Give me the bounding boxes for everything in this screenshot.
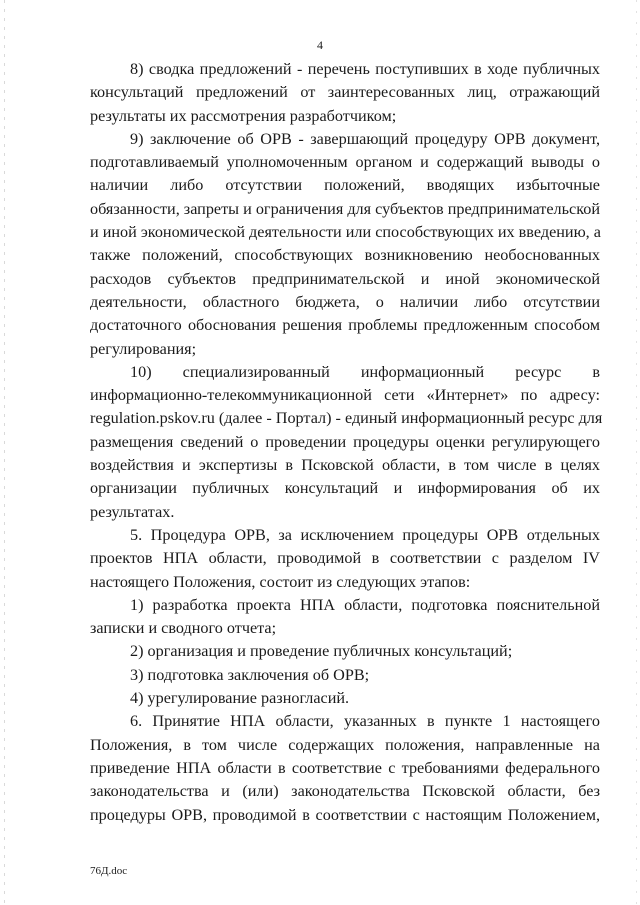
text-line: также положений, способствующих возникновению необоснованных [90, 246, 600, 265]
text-line: организации публичных консультаций и информирования об их [90, 479, 600, 498]
footer-filename: 76Д.doc [90, 865, 128, 877]
text-line: 8) сводка предложений - перечень поступивших в ходе публичных [130, 60, 600, 78]
text-line: консультаций предложений от заинтересованных лиц, отражающий [90, 83, 600, 102]
text-line: наличии либо отсутствии положений, вводящих избыточные [90, 176, 600, 195]
text-line: 9) заключение об ОРВ - завершающий процедуру ОРВ документ, [130, 129, 600, 148]
text-line: регулирования; [90, 339, 197, 358]
text-line: процедуры ОРВ, проводимой в соответствии с настоящим Положением, [90, 805, 600, 824]
text-line: 3) подготовка заключения об ОРВ; [130, 665, 370, 684]
text-line: размещения сведений о проведении процедуры оценки регулирующего [90, 432, 600, 451]
scan-edge-right [636, 0, 637, 905]
text-line: деятельности, областного бюджета, о наличии либо отсутствии [90, 292, 600, 311]
text-line: проектов НПА области, проводимой в соответствии с разделом IV [90, 549, 600, 568]
document-body [90, 58, 603, 827]
text-line: результаты их рассмотрения разработчиком; [90, 106, 397, 125]
text-line: обязанности, запреты и ограничения для субъектов предпринимательской [90, 199, 600, 218]
text-line: 2) организация и проведение публичных консультаций; [130, 642, 513, 661]
text-line: и иной экономической деятельности или способствующих их введению, а [90, 223, 601, 242]
text-line: 10) специализированный информационный ресурс в [130, 362, 600, 381]
text-line: 6. Принятие НПА области, указанных в пункте 1 настоящего [130, 712, 600, 731]
text-line: достаточного обоснования решения проблемы предложенным способом [90, 316, 600, 335]
page-number: 4 [317, 38, 323, 52]
text-line: подготавливаемый уполномоченным органом и содержащий выводы о [90, 153, 600, 172]
text-line: информационно-телекоммуникационной сети «Интернет» по адресу: [90, 386, 600, 405]
text-line: Положения, в том числе содержащих положения, направленные на [90, 735, 600, 754]
text-line: 5. Процедура ОРВ, за исключением процедуры ОРВ отдельных [130, 525, 600, 544]
text-line: настоящего Положения, состоит из следующих этапов: [90, 572, 471, 591]
text-line: воздействия и экспертизы в Псковской области, в том числе в целях [90, 456, 600, 475]
text-line: 4) урегулирование разногласий. [130, 689, 350, 708]
text-line: записки и сводного отчета; [90, 619, 277, 638]
text-line: 1) разработка проекта НПА области, подготовка пояснительной [130, 595, 600, 614]
text-line: regulation.pskov.ru (далее - Портал) - единый информационный ресурс для [90, 409, 603, 428]
text-line: результатах. [90, 502, 175, 521]
text-line: приведение НПА области в соответствие с требованиями федерального [90, 758, 600, 777]
scan-edge-left [4, 0, 5, 905]
text-line: законодательства и (или) законодательства Псковской области, без [90, 782, 600, 801]
text-line: расходов субъектов предпринимательской и иной экономической [90, 269, 600, 288]
